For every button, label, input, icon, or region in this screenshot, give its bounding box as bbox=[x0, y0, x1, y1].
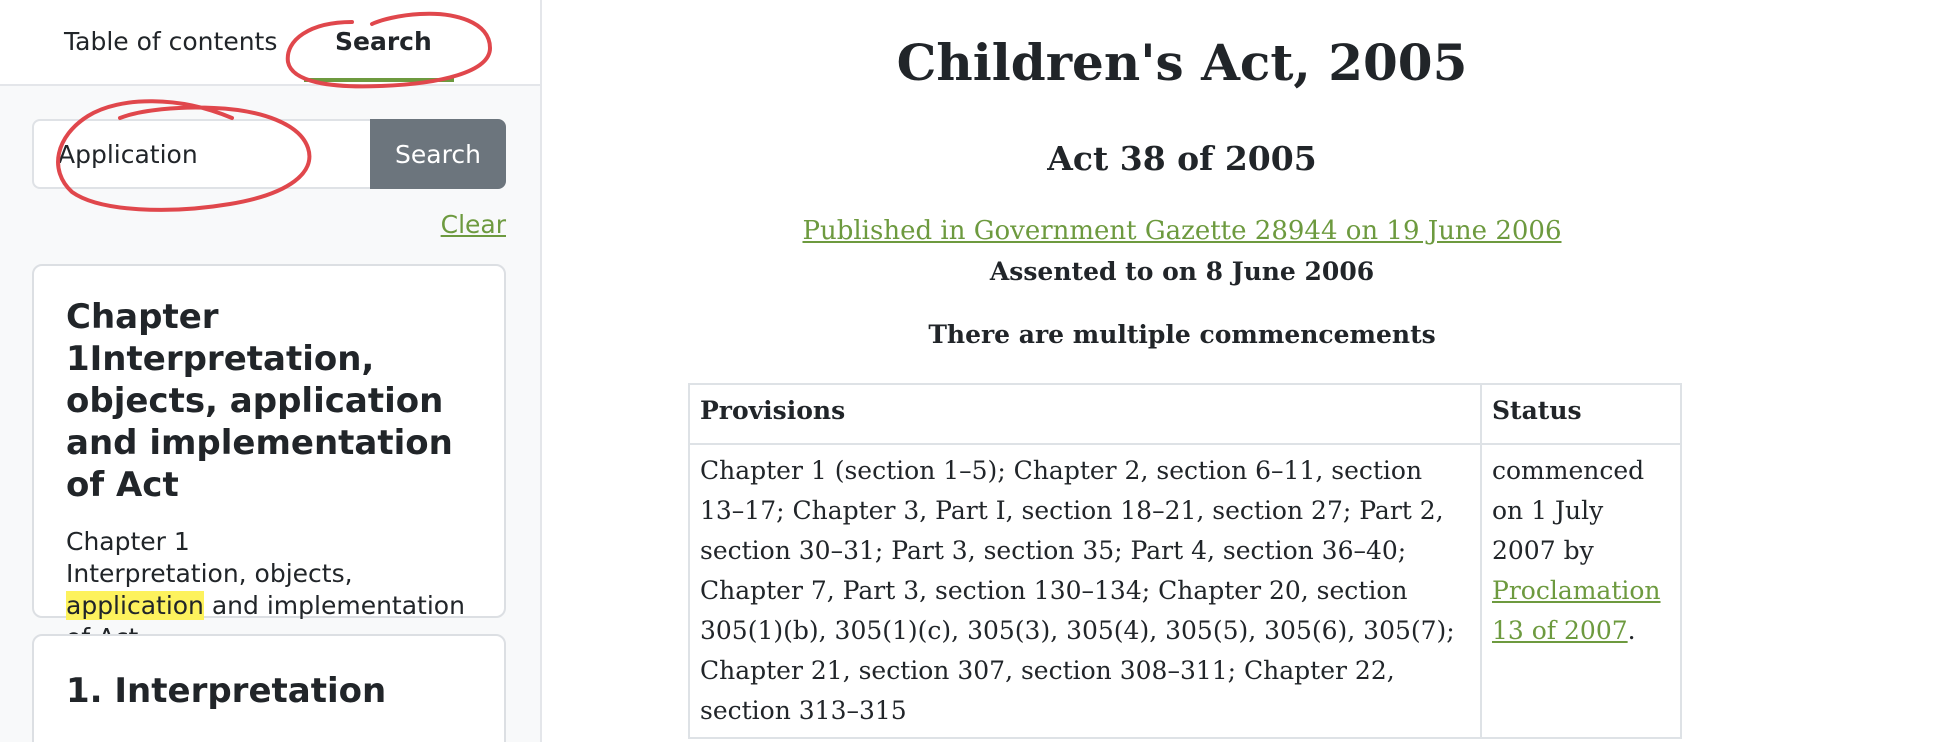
clear-search-link[interactable]: Clear bbox=[440, 210, 506, 239]
proclamation-link[interactable]: Proclamation 13 of 2007 bbox=[1492, 576, 1661, 645]
search-button[interactable]: Search bbox=[370, 119, 506, 189]
commencements-note: There are multiple commencements bbox=[928, 320, 1436, 349]
table-row bbox=[689, 444, 1681, 738]
search-input[interactable] bbox=[32, 119, 370, 189]
gazette-link[interactable]: Published in Government Gazette 28944 on 19 June 2006 bbox=[802, 216, 1562, 246]
status-end: . bbox=[1627, 616, 1636, 645]
snippet-highlight: application bbox=[66, 591, 204, 620]
column-header-status: Status bbox=[1481, 384, 1681, 444]
column-header-provisions: Provisions bbox=[689, 384, 1481, 444]
table-header-row bbox=[689, 384, 1681, 444]
provisions-cell: Chapter 1 (section 1–5); Chapter 2, section 6–11, section 13–17; Chapter 3, Part I, section 18–21, section 27; Part 2, section 30–31; Part 3, section 35; Part 4, section 36–40; Chapter 7, Part 3, section 130–134; Chapter 20, section 305(1)(b), 305(1)(c), 305(3), 305(4), 305(5), 305(6), 305(7); Chapter 21, section 307, section 308–311; Chapter 22, section 313–315 bbox=[689, 444, 1481, 738]
status-text: commenced on 1 July 2007 by bbox=[1492, 456, 1645, 565]
sidebar-tabs bbox=[0, 0, 540, 86]
status-cell bbox=[1481, 444, 1681, 738]
document-title: Children's Act, 2005 bbox=[896, 33, 1468, 92]
tab-search[interactable]: Search bbox=[335, 27, 432, 56]
commencement-table bbox=[688, 383, 1682, 739]
document-view bbox=[542, 0, 1957, 742]
result-title: Chapter 1Interpretation, objects, application and implementation of Act bbox=[66, 297, 453, 505]
result-title: 1. Interpretation bbox=[66, 671, 387, 711]
result-snippet-clipped bbox=[66, 728, 472, 742]
snippet-after: and implementation bbox=[211, 591, 465, 620]
document-subtitle: Act 38 of 2005 bbox=[1047, 139, 1317, 178]
gazette-link-container bbox=[542, 214, 1822, 248]
snippet-before: Interpretation, objects, bbox=[66, 559, 353, 588]
snippet-line: Chapter 1 bbox=[66, 527, 190, 556]
search-result-card[interactable] bbox=[32, 264, 506, 618]
search-result-card[interactable] bbox=[32, 634, 506, 742]
sidebar bbox=[0, 0, 542, 742]
active-tab-indicator bbox=[304, 78, 454, 82]
tab-table-of-contents[interactable]: Table of contents bbox=[64, 27, 278, 56]
assented-date: Assented to on 8 June 2006 bbox=[989, 257, 1375, 286]
search-form bbox=[32, 119, 506, 189]
